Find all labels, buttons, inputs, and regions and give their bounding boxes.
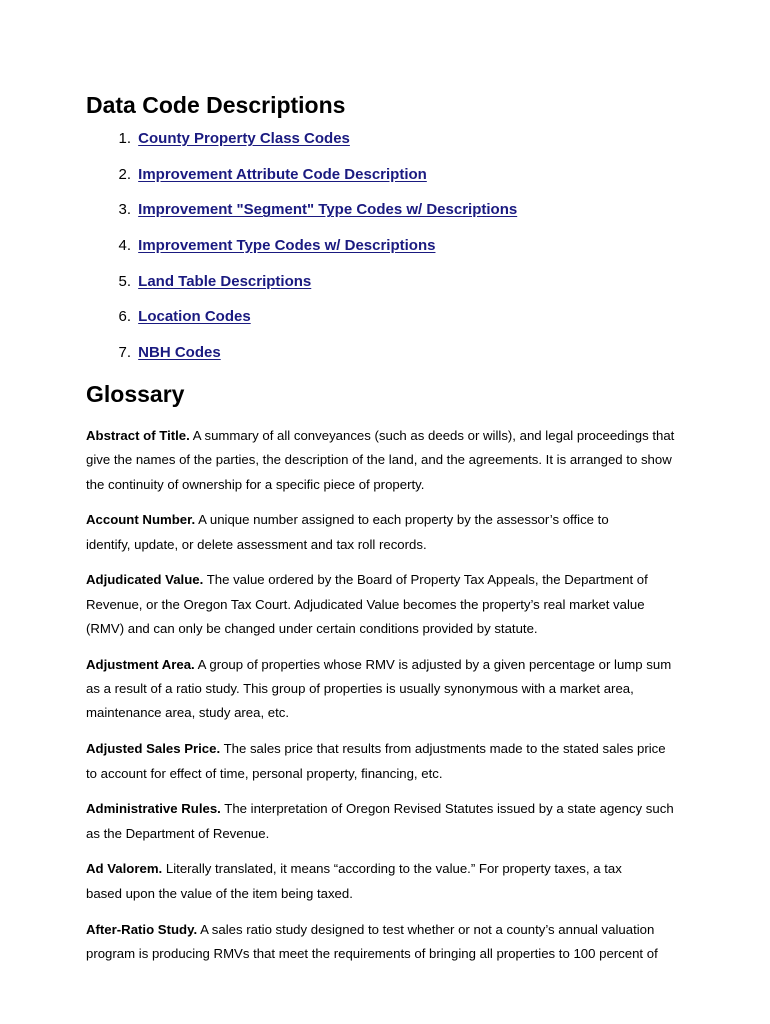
definition-line: program is producing RMVs that meet the requirements of bringing all properties to 100 percent of [86,945,658,961]
glossary-entry-abstract-of-title [86,424,686,497]
list-item [86,198,686,234]
definition-line: maintenance area, study area, etc. [86,705,290,721]
data-code-list [86,127,686,377]
list-number: 6. [118,308,131,326]
glossary-term: Account Number. [86,512,196,528]
list-item [86,341,686,377]
glossary-entry-account-number [86,508,686,557]
link-improvement-segment-type-codes[interactable]: Improvement "Segment" Type Codes w/ Descriptions [138,201,518,219]
glossary-entry-adjusted-sales-price [86,737,686,786]
glossary-entry-adjudicated-value [86,568,686,641]
definition-line: to account for effect of time, personal property, financing, etc. [86,765,443,781]
link-nbh-codes[interactable]: NBH Codes [138,344,221,362]
glossary-term: After-Ratio Study. [86,921,198,937]
definition-line: The sales price that results from adjustments made to the stated sales price [223,741,666,757]
link-improvement-type-codes[interactable]: Improvement Type Codes w/ Descriptions [138,237,436,255]
definition-line: based upon the value of the item being taxed. [86,885,353,901]
list-item [86,127,686,163]
glossary-term: Ad Valorem. [86,861,163,877]
list-item [86,270,686,306]
link-county-property-class-codes[interactable]: County Property Class Codes [138,130,350,147]
glossary-term: Adjustment Area. [86,656,195,672]
link-land-table-descriptions[interactable]: Land Table Descriptions [138,272,312,290]
definition-line: (RMV) and can only be changed under certain conditions provided by statute. [86,621,538,637]
definition-line: the continuity of ownership for a specific piece of property. [86,476,425,492]
glossary-term: Administrative Rules. [86,801,221,817]
list-number: 7. [118,344,131,362]
glossary-term: Adjudicated Value. [86,572,204,588]
definition-line: A unique number assigned to each property by the assessor’s office to [198,512,609,528]
list-number: 3. [118,201,131,219]
link-location-codes[interactable]: Location Codes [138,308,251,326]
definition-line: identify, update, or delete assessment and tax roll records. [86,536,427,552]
definition-line: A summary of all conveyances (such as deeds or wills), and legal proceedings that [192,428,675,443]
list-item [86,234,686,270]
list-number: 1. [118,130,131,147]
definition-line: give the names of the parties, the description of the land, and the agreements. It is arranged to show [86,452,672,468]
glossary-entry-ad-valorem [86,857,686,906]
list-number: 2. [118,165,131,183]
definition-line: The value ordered by the Board of Property Tax Appeals, the Department of [206,572,648,588]
list-item [86,305,686,341]
glossary-entries [86,424,686,978]
glossary-entry-after-ratio-study [86,918,686,967]
glossary-term: Abstract of Title. [86,428,190,443]
list-number: 4. [118,237,131,255]
definition-line: as a result of a ratio study. This group of properties is usually synonymous with a market area, [86,681,634,697]
definition-line: Revenue, or the Oregon Tax Court. Adjudicated Value becomes the property’s real market value [86,596,645,612]
glossary-heading: Glossary [86,381,185,407]
definition-line: Literally translated, it means “according to the value.” For property taxes, a tax [165,861,622,877]
definition-line: A sales ratio study designed to test whether or not a county’s annual valuation [200,921,655,937]
definition-line: The interpretation of Oregon Revised Statutes issued by a state agency such [224,801,674,817]
list-number: 5. [118,272,131,290]
link-improvement-attribute-code-description[interactable]: Improvement Attribute Code Description [138,165,427,183]
glossary-entry-adjustment-area [86,653,686,726]
definition-line: A group of properties whose RMV is adjusted by a given percentage or lump sum [197,656,672,672]
definition-line: as the Department of Revenue. [86,825,270,841]
data-code-descriptions-heading: Data Code Descriptions [86,92,346,118]
list-item [86,163,686,199]
glossary-term: Adjusted Sales Price. [86,741,221,757]
glossary-entry-administrative-rules [86,797,686,846]
